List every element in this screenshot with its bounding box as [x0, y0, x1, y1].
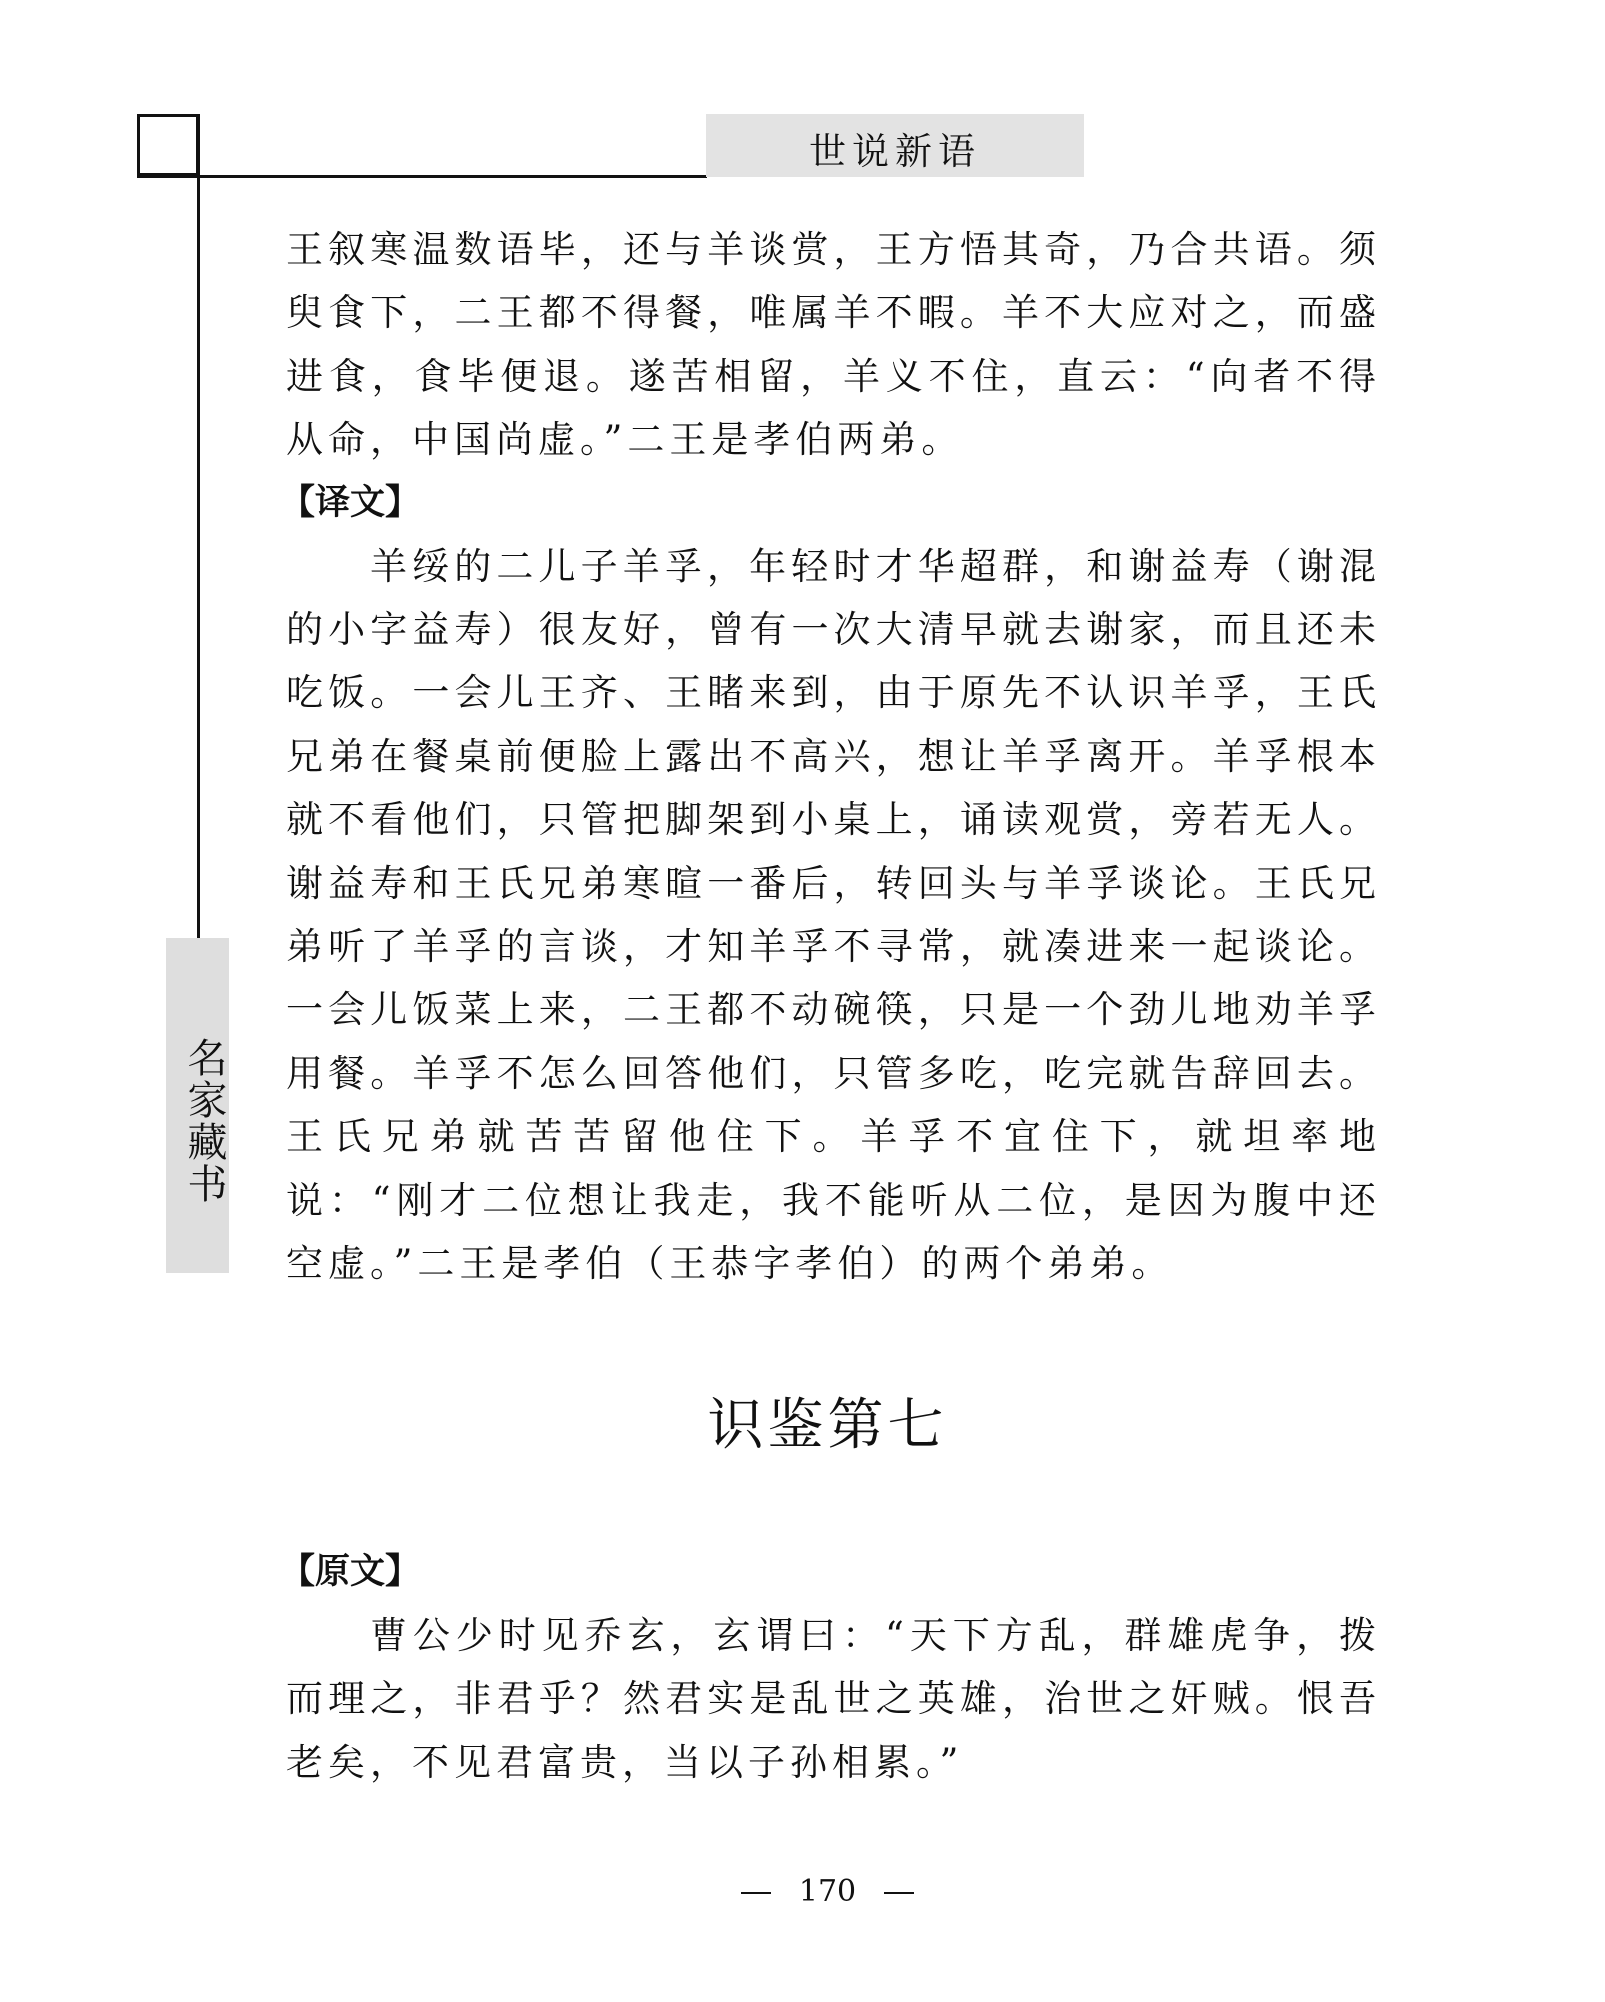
continued-original-text: 王叙寒温数语毕，还与羊谈赏，王方悟其奇，乃合共语。须臾食下，二王都不得餐，唯属羊不暇。羊不大应对之，而盛进食，食毕便退。遂苦相留，羊义不住，直云：“向者不得从命，中国尚虚。”二王是孝伯两弟。 — [286, 228, 1381, 462]
footer-dash-left — [741, 1892, 771, 1894]
original-text: 曹公少时见乔玄，玄谓曰：“天下方乱，群雄虎争，拨而理之，非君乎？然君实是乱世之英雄，治世之奸贼。恨吾老矣，不见君富贵，当以子孙相累。” — [286, 1614, 1381, 1784]
header-rule — [137, 175, 707, 178]
page-number: 170 — [798, 1874, 857, 1909]
footer-dash-right — [884, 1892, 914, 1894]
running-header — [706, 114, 1084, 177]
side-tab — [166, 938, 229, 1273]
book-title: 世说新语 — [809, 130, 981, 173]
corner-frame-box — [137, 114, 199, 176]
translation-text: 羊绥的二儿子羊孚，年轻时才华超群，和谢益寿（谢混的小字益寿）很友好，曾有一次大清早就去谢家，而且还未吃饭。一会儿王齐、王睹来到，由于原先不认识羊孚，王氏兄弟在餐桌前便脸上露出不高兴，想让羊孚离开。羊孚根本就不看他们，只管把脚架到小桌上，诵读观赏，旁若无人。谢益寿和王氏兄弟寒暄一番后，转回头与羊孚谈论。王氏兄弟听了羊孚的言谈，才知羊孚不寻常，就凑进来一起谈论。一会儿饭菜上来，二王都不动碗筷，只是一个劲儿地劝羊孚用餐。羊孚不怎么回答他们，只管多吃，吃完就告辞回去。王氏兄弟就苦苦留他住下。羊孚不宜住下，就坦率地说：“刚才二位想让我走，我不能听从二位，是因为腹中还空虚。”二王是孝伯（王恭字孝伯）的两个弟弟。 — [286, 544, 1381, 1286]
margin-rule — [197, 114, 200, 940]
section-original — [280, 1541, 1381, 1794]
series-label: 名家藏书 — [181, 1036, 227, 1205]
section-continued — [280, 218, 1381, 1296]
chapter-title: 识鉴第七 — [707, 1393, 948, 1458]
page-footer — [0, 1872, 1605, 1912]
original-heading: 【原文】 — [280, 1552, 421, 1592]
translation-heading: 【译文】 — [280, 482, 421, 523]
